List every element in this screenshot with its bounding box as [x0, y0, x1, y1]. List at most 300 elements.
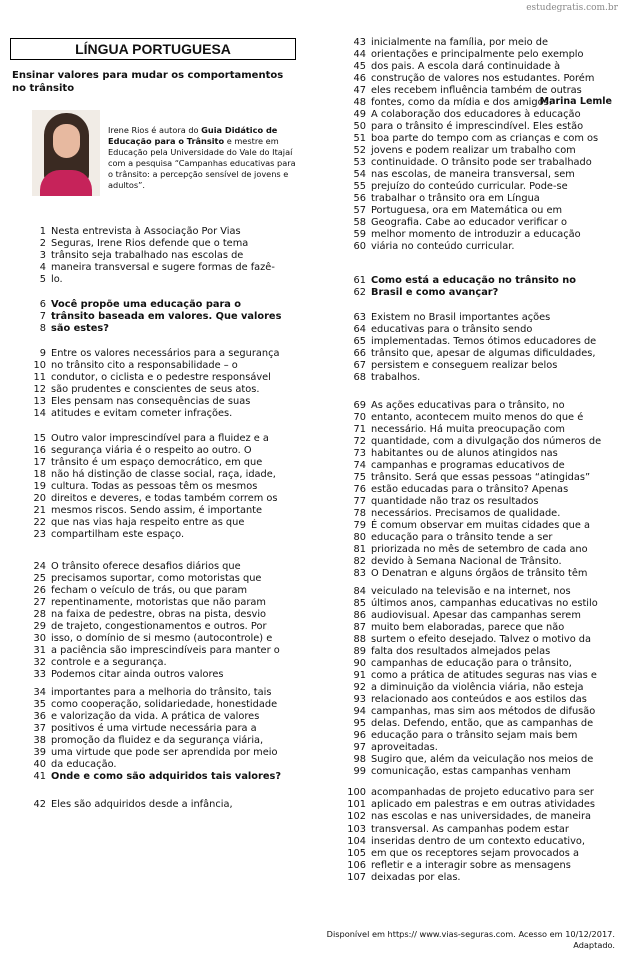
line-text: promoção da fluidez e da segurança viária, — [51, 735, 264, 746]
text-line — [0, 505, 305, 517]
text-line — [336, 85, 626, 97]
text-line — [0, 759, 305, 771]
text-line — [336, 312, 626, 324]
line-text: para o trânsito é imprescindível. Eles estão — [371, 121, 584, 132]
text-line — [0, 360, 305, 372]
line-text: necessários. Precisamos de qualidade. — [371, 508, 561, 519]
text-line — [0, 573, 305, 585]
text-line — [0, 609, 305, 621]
line-number: 36 — [33, 711, 46, 722]
line-number: 47 — [353, 85, 366, 96]
line-text: últimos anos, campanhas educativas no estilo — [371, 598, 598, 609]
line-text: Existem no Brasil importantes ações — [371, 312, 551, 323]
line-text: a diminuição da violência viária, não esteja — [371, 682, 584, 693]
line-text: orientações e principalmente pelo exemplo — [371, 49, 584, 60]
line-number: 42 — [33, 799, 46, 810]
line-number: 89 — [353, 646, 366, 657]
line-number: 95 — [353, 718, 366, 729]
line-number: 80 — [353, 532, 366, 543]
line-text: priorizada no mês de setembro de cada ano — [371, 544, 588, 555]
line-text: veiculado na televisão e na internet, nos — [371, 586, 571, 597]
text-line — [336, 348, 626, 360]
text-line — [336, 324, 626, 336]
line-number: 1 — [39, 226, 46, 237]
question-line — [0, 323, 305, 335]
line-number: 17 — [33, 457, 46, 468]
line-number: 5 — [39, 274, 46, 285]
line-number: 12 — [33, 384, 46, 395]
text-line — [336, 848, 626, 860]
text-line — [336, 145, 626, 157]
line-number: 20 — [33, 493, 46, 504]
text-line — [336, 544, 626, 556]
text-line — [336, 694, 626, 706]
line-text: comunicação, estas campanhas venham — [371, 766, 571, 777]
text-line — [0, 226, 305, 238]
text-line — [336, 109, 626, 121]
line-text: trabalhos. — [371, 372, 421, 383]
text-line — [336, 622, 626, 634]
line-text: trânsito seja trabalhado nas escolas de — [51, 250, 244, 261]
text-line — [0, 433, 305, 445]
line-text: É comum observar em muitas cidades que a — [371, 520, 590, 531]
line-text: eles recebem influência também de outras — [371, 85, 582, 96]
text-line — [0, 669, 305, 681]
text-line — [0, 493, 305, 505]
line-number: 105 — [347, 848, 366, 859]
line-number: 48 — [353, 97, 366, 108]
line-text: da educação. — [51, 759, 117, 770]
text-line — [0, 585, 305, 597]
line-number: 107 — [347, 872, 366, 883]
line-number: 52 — [353, 145, 366, 156]
line-number: 67 — [353, 360, 366, 371]
line-text: trânsito baseada em valores. Que valores — [51, 311, 282, 322]
text-line — [336, 670, 626, 682]
line-number: 94 — [353, 706, 366, 717]
line-text: cultura. Todas as pessoas têm os mesmos — [51, 481, 258, 492]
line-number: 21 — [33, 505, 46, 516]
line-text: em que os receptores sejam provocados a — [371, 848, 579, 859]
line-number: 56 — [353, 193, 366, 204]
line-text: jovens e podem realizar um trabalho com — [371, 145, 576, 156]
text-line — [336, 799, 626, 811]
text-line — [0, 250, 305, 262]
line-text: precisamos suportar, como motoristas que — [51, 573, 262, 584]
line-number: 90 — [353, 658, 366, 669]
line-text: que nas vias haja respeito entre as que — [51, 517, 245, 528]
line-text: uma virtude que pode ser aprendida por meio — [51, 747, 278, 758]
text-line — [336, 568, 626, 580]
line-number: 81 — [353, 544, 366, 555]
line-number: 51 — [353, 133, 366, 144]
line-number: 18 — [33, 469, 46, 480]
line-number: 88 — [353, 634, 366, 645]
line-number: 16 — [33, 445, 46, 456]
line-text: nas escolas, de maneira transversal, sem — [371, 169, 575, 180]
text-line — [0, 457, 305, 469]
text-line — [336, 217, 626, 229]
line-text: repentinamente, motoristas que não param — [51, 597, 266, 608]
line-number: 44 — [353, 49, 366, 60]
line-text: quantidade não traz os resultados — [371, 496, 539, 507]
line-number: 64 — [353, 324, 366, 335]
line-number: 26 — [33, 585, 46, 596]
line-number: 104 — [347, 836, 366, 847]
line-text: falta dos resultados almejados pelas — [371, 646, 551, 657]
source-citation: Disponível em https:// www.vias-seguras.com. Acesso em 10/12/2017. Adaptado. — [326, 929, 615, 950]
text-line — [336, 718, 626, 730]
line-number: 29 — [33, 621, 46, 632]
line-text: como cooperação, solidariedade, honestidade — [51, 699, 278, 710]
line-number: 8 — [39, 323, 46, 334]
text-line — [336, 484, 626, 496]
text-line — [0, 396, 305, 408]
line-text: inseridas dentro de um contexto educativo, — [371, 836, 586, 847]
line-number: 32 — [33, 657, 46, 668]
text-line — [0, 262, 305, 274]
line-number: 11 — [33, 372, 46, 383]
line-number: 35 — [33, 699, 46, 710]
text-line — [336, 169, 626, 181]
text-line — [336, 460, 626, 472]
text-line — [0, 645, 305, 657]
text-line — [0, 561, 305, 573]
line-text: persistem e conseguem realizar belos — [371, 360, 558, 371]
line-text: não há distinção de classe social, raça, idade, — [51, 469, 276, 480]
line-number: 84 — [353, 586, 366, 597]
line-text: Seguras, Irene Rios defende que o tema — [51, 238, 249, 249]
line-number: 59 — [353, 229, 366, 240]
question-line — [0, 299, 305, 311]
text-line — [336, 811, 626, 823]
text-line — [0, 469, 305, 481]
text-line — [0, 517, 305, 529]
text-line — [0, 633, 305, 645]
text-line — [336, 37, 626, 49]
line-text: atitudes e evitam cometer infrações. — [51, 408, 233, 419]
line-number: 97 — [353, 742, 366, 753]
line-text: transversal. As campanhas podem estar — [371, 824, 569, 835]
line-text: positivos é uma virtude necessária para a — [51, 723, 257, 734]
author-photo — [32, 110, 100, 196]
line-number: 58 — [353, 217, 366, 228]
line-text: relacionado aos conteúdos e aos estilos das — [371, 694, 587, 705]
line-text: devido à Semana Nacional de Trânsito. — [371, 556, 562, 567]
line-text: delas. Defendo, então, que as campanhas de — [371, 718, 594, 729]
text-line — [336, 787, 626, 799]
text-line — [336, 49, 626, 61]
text-line — [336, 360, 626, 372]
line-text: Como está a educação no trânsito no — [371, 275, 577, 286]
line-number: 60 — [353, 241, 366, 252]
text-line — [336, 682, 626, 694]
line-text: Nesta entrevista à Associação Por Vias — [51, 226, 241, 237]
line-number: 41 — [33, 771, 46, 782]
line-number: 13 — [33, 396, 46, 407]
line-number: 33 — [33, 669, 46, 680]
line-number: 61 — [353, 275, 366, 286]
line-number: 19 — [33, 481, 46, 492]
text-line — [0, 384, 305, 396]
line-number: 54 — [353, 169, 366, 180]
text-line — [336, 508, 626, 520]
line-text: estão educadas para o trânsito? Apenas — [371, 484, 569, 495]
line-number: 74 — [353, 460, 366, 471]
article-author: Marina Lemle — [539, 96, 612, 107]
text-line — [336, 229, 626, 241]
line-number: 14 — [33, 408, 46, 419]
text-line — [336, 157, 626, 169]
text-line — [336, 598, 626, 610]
line-text: Entre os valores necessários para a segurança — [51, 348, 280, 359]
line-text: implementadas. Temos ótimos educadores de — [371, 336, 597, 347]
question-line — [0, 771, 305, 783]
line-number: 9 — [39, 348, 46, 359]
text-line — [336, 97, 626, 109]
text-line — [0, 747, 305, 759]
line-text: lo. — [51, 274, 63, 285]
line-text: Eles são adquiridos desde a infância, — [51, 799, 233, 810]
line-number: 66 — [353, 348, 366, 359]
text-line — [0, 445, 305, 457]
line-text: fecham o veículo de trás, ou que param — [51, 585, 248, 596]
line-number: 75 — [353, 472, 366, 483]
line-text: no trânsito cito a responsabilidade – o — [51, 360, 238, 371]
line-text: Você propõe uma educação para o — [51, 299, 242, 310]
line-text: Geografia. Cabe ao educador verificar o — [371, 217, 568, 228]
line-number: 4 — [39, 262, 46, 273]
line-number: 92 — [353, 682, 366, 693]
line-number: 77 — [353, 496, 366, 507]
text-line — [336, 754, 626, 766]
line-text: maneira transversal e sugere formas de fazê- — [51, 262, 275, 273]
line-number: 101 — [347, 799, 366, 810]
text-line — [0, 481, 305, 493]
line-number: 63 — [353, 312, 366, 323]
line-text: condutor, o ciclista e o pedestre responsável — [51, 372, 271, 383]
line-number: 31 — [33, 645, 46, 656]
text-line — [336, 121, 626, 133]
text-line — [0, 408, 305, 420]
text-line — [336, 193, 626, 205]
text-line — [0, 597, 305, 609]
line-text: como a prática de atitudes seguras nas vias e — [371, 670, 597, 681]
line-number: 43 — [353, 37, 366, 48]
line-number: 99 — [353, 766, 366, 777]
line-text: fontes, como da mídia e dos amigos. — [371, 97, 552, 108]
line-number: 87 — [353, 622, 366, 633]
line-number: 24 — [33, 561, 46, 572]
text-line — [336, 472, 626, 484]
line-number: 55 — [353, 181, 366, 192]
line-number: 86 — [353, 610, 366, 621]
line-number: 30 — [33, 633, 46, 644]
line-text: acompanhadas de projeto educativo para ser — [371, 787, 594, 798]
question-line — [336, 275, 626, 287]
text-line — [336, 556, 626, 568]
text-line — [0, 699, 305, 711]
line-number: 83 — [353, 568, 366, 579]
line-text: entanto, acontecem muito menos do que é — [371, 412, 584, 423]
line-number: 76 — [353, 484, 366, 495]
text-line — [336, 400, 626, 412]
author-bio — [108, 125, 298, 191]
line-text: A colaboração dos educadores à educação — [371, 109, 581, 120]
line-text: Sugiro que, além da veiculação nos meios de — [371, 754, 594, 765]
text-line — [336, 205, 626, 217]
line-number: 57 — [353, 205, 366, 216]
line-number: 102 — [347, 811, 366, 822]
text-line — [336, 61, 626, 73]
line-text: muito bem elaboradas, parece que não — [371, 622, 565, 633]
line-text: Eles pensam nas consequências de suas — [51, 396, 251, 407]
line-text: trânsito é um espaço democrático, em que — [51, 457, 263, 468]
text-line — [0, 711, 305, 723]
line-number: 62 — [353, 287, 366, 298]
line-text: segurança viária é o respeito ao outro. O — [51, 445, 252, 456]
line-text: a paciência são imprescindíveis para manter o — [51, 645, 280, 656]
line-number: 106 — [347, 860, 366, 871]
line-number: 15 — [33, 433, 46, 444]
line-text: O Denatran e alguns órgãos de trânsito têm — [371, 568, 588, 579]
line-number: 2 — [39, 238, 46, 249]
bio-text-1: Irene Rios é autora do — [108, 125, 202, 135]
text-line — [0, 238, 305, 250]
line-text: trânsito que, apesar de algumas dificuldades, — [371, 348, 596, 359]
line-text: são prudentes e conscientes de seus atos. — [51, 384, 260, 395]
text-line — [0, 529, 305, 541]
text-line — [336, 133, 626, 145]
line-text: importantes para a melhoria do trânsito, tais — [51, 687, 272, 698]
line-text: necessário. Há muita preocupação com — [371, 424, 565, 435]
text-line — [336, 766, 626, 778]
line-number: 100 — [347, 787, 366, 798]
line-text: são estes? — [51, 323, 109, 334]
text-line — [336, 520, 626, 532]
line-number: 103 — [347, 824, 366, 835]
line-text: nas escolas e nas universidades, de maneira — [371, 811, 591, 822]
text-line — [336, 634, 626, 646]
line-number: 46 — [353, 73, 366, 84]
line-text: campanhas de educação para o trânsito, — [371, 658, 572, 669]
text-line — [0, 657, 305, 669]
article-title: Ensinar valores para mudar os comportamentos no trânsito — [12, 70, 284, 94]
text-line — [336, 241, 626, 253]
line-text: trabalhar o trânsito ora em Língua — [371, 193, 540, 204]
line-number: 53 — [353, 157, 366, 168]
text-line — [0, 687, 305, 699]
line-number: 34 — [33, 687, 46, 698]
line-text: campanhas, mas sim aos métodos de difusão — [371, 706, 596, 717]
question-line — [336, 287, 626, 299]
line-text: isso, o domínio de si mesmo (autocontrole) e — [51, 633, 273, 644]
line-text: Onde e como são adquiridos tais valores? — [51, 771, 282, 782]
line-number: 72 — [353, 436, 366, 447]
line-text: deixadas por elas. — [371, 872, 461, 883]
text-line — [336, 586, 626, 598]
text-line — [336, 610, 626, 622]
line-text: na faixa de pedestre, obras na pista, desvio — [51, 609, 267, 620]
line-number: 91 — [353, 670, 366, 681]
line-number: 69 — [353, 400, 366, 411]
text-line — [336, 706, 626, 718]
text-line — [336, 836, 626, 848]
line-number: 96 — [353, 730, 366, 741]
text-line — [0, 799, 305, 811]
text-line — [336, 730, 626, 742]
text-line — [336, 532, 626, 544]
line-text: boa parte do tempo com as crianças e com os — [371, 133, 599, 144]
line-number: 49 — [353, 109, 366, 120]
line-number: 23 — [33, 529, 46, 540]
text-line — [336, 448, 626, 460]
page-title: LÍNGUA PORTUGUESA — [10, 38, 296, 60]
watermark: estudegratis.com.br — [526, 3, 618, 13]
line-number: 78 — [353, 508, 366, 519]
line-text: refletir e a interagir sobre as mensagens — [371, 860, 571, 871]
line-number: 22 — [33, 517, 46, 528]
line-text: aplicado em palestras e em outras atividades — [371, 799, 596, 810]
text-line — [0, 621, 305, 633]
line-text: habitantes ou de alunos atingidos nas — [371, 448, 558, 459]
line-text: dos pais. A escola dará continuidade à — [371, 61, 561, 72]
line-number: 93 — [353, 694, 366, 705]
bio-text-2: e mestre em Educação pela Universidade do Vale do Itajaí com a pesquisa “Campanhas educativas para o trânsito: a percepção sensível de jovens e adultos”. — [108, 136, 296, 190]
line-number: 6 — [39, 299, 46, 310]
bio-book-title: Guia Didático de Educação para o Trânsito — [108, 125, 278, 146]
line-number: 37 — [33, 723, 46, 734]
text-line — [336, 424, 626, 436]
line-number: 28 — [33, 609, 46, 620]
line-text: direitos e deveres, e todas também correm os — [51, 493, 278, 504]
line-text: Portuguesa, ora em Matemática ou em — [371, 205, 563, 216]
line-number: 50 — [353, 121, 366, 132]
text-line — [336, 372, 626, 384]
line-text: melhor momento de introduzir a educação — [371, 229, 581, 240]
line-text: Outro valor imprescindível para a fluidez e a — [51, 433, 269, 444]
line-text: Podemos citar ainda outros valores — [51, 669, 224, 680]
line-number: 85 — [353, 598, 366, 609]
line-text: educativas para o trânsito sendo — [371, 324, 533, 335]
text-line — [336, 73, 626, 85]
line-number: 40 — [33, 759, 46, 770]
text-line — [336, 658, 626, 670]
text-line — [0, 723, 305, 735]
line-number: 10 — [33, 360, 46, 371]
line-number: 25 — [33, 573, 46, 584]
line-number: 7 — [39, 311, 46, 322]
line-number: 68 — [353, 372, 366, 383]
text-line — [0, 348, 305, 360]
line-number: 71 — [353, 424, 366, 435]
text-line — [0, 735, 305, 747]
line-number: 79 — [353, 520, 366, 531]
line-number: 70 — [353, 412, 366, 423]
line-text: quantidade, com a divulgação dos números de — [371, 436, 602, 447]
text-line — [336, 742, 626, 754]
line-number: 65 — [353, 336, 366, 347]
line-number: 98 — [353, 754, 366, 765]
line-text: audiovisual. Apesar das campanhas serem — [371, 610, 581, 621]
line-text: de trajeto, congestionamentos e outros. Por — [51, 621, 267, 632]
question-line — [0, 311, 305, 323]
line-text: controle e a segurança. — [51, 657, 167, 668]
line-text: inicialmente na família, por meio de — [371, 37, 548, 48]
text-line — [336, 181, 626, 193]
text-line — [336, 436, 626, 448]
text-line — [0, 372, 305, 384]
